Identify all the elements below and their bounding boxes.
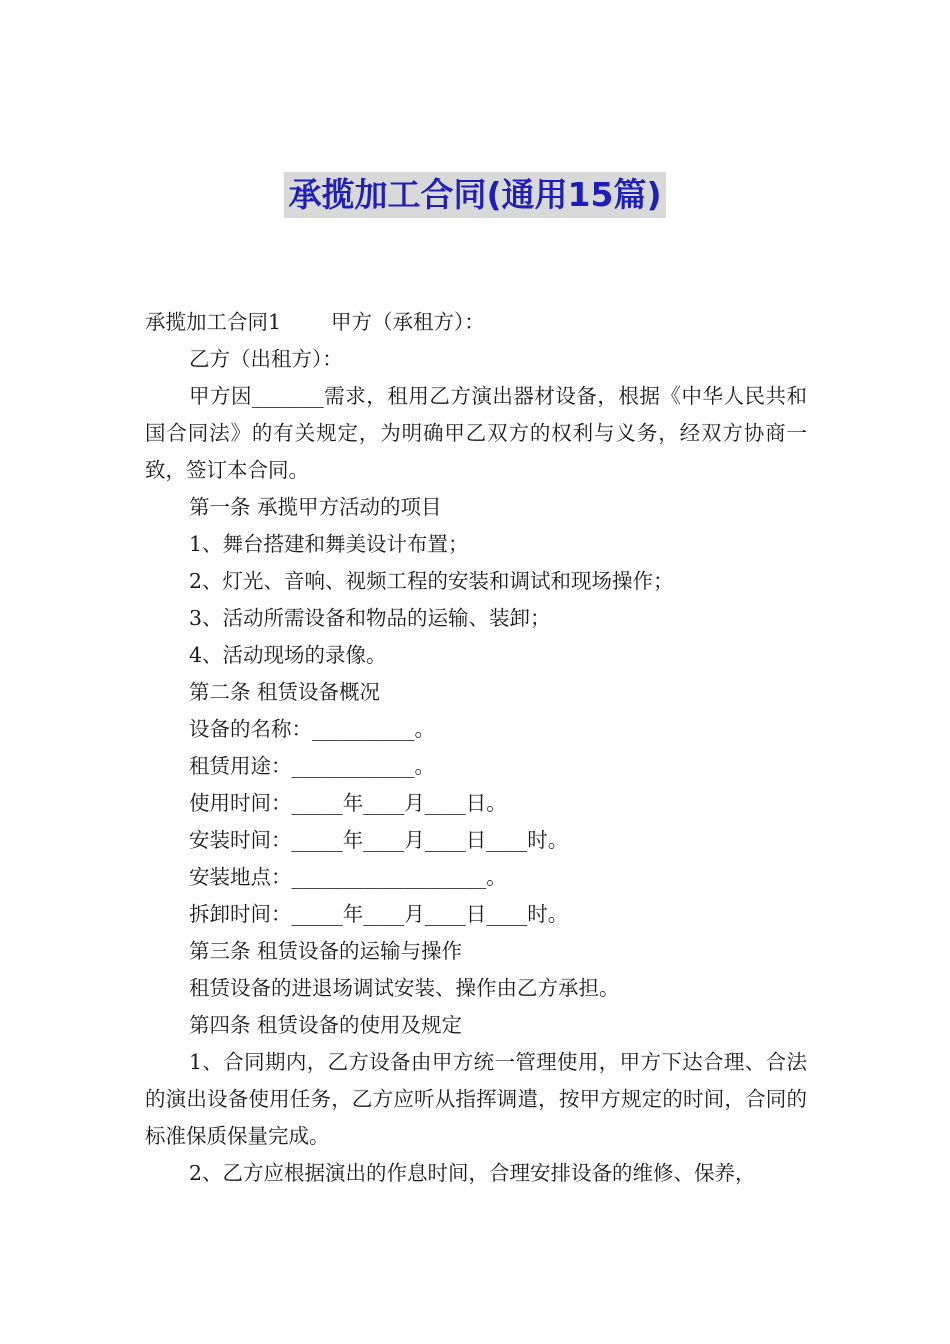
contract-heading-line	[145, 304, 807, 341]
article-4-title: 第四条 租赁设备的使用及规定	[189, 1013, 463, 1037]
article-3-body: 租赁设备的进退场调试安装、操作由乙方承担。	[189, 976, 620, 1000]
equipment-name-line: 设备的名称：__________。	[189, 717, 435, 741]
contract-heading: 承揽加工合同1	[145, 310, 282, 334]
article-4-item-2: 2、乙方应根据演出的作息时间，合理安排设备的维修、保养，	[189, 1161, 756, 1185]
document-title: 承揽加工合同(通用15篇)	[284, 172, 665, 218]
party-a-label: 甲方（承租方）：	[331, 310, 485, 334]
install-time-line: 安装时间：_____年____月____日____时。	[189, 828, 569, 852]
article-1-item-2: 2、灯光、音响、视频工程的安装和调试和现场操作；	[189, 569, 674, 593]
article-2-title: 第二条 租赁设备概况	[189, 680, 381, 704]
article-4-item-1: 1、合同期内，乙方设备由甲方统一管理使用，甲方下达合理、合法的演出设备使用任务，乙方应听从指挥调遣，按甲方规定的时间，合同的标准保质保量完成。	[145, 1050, 807, 1148]
party-b-label: 乙方（出租方）：	[189, 347, 343, 371]
article-1-title: 第一条 承揽甲方活动的项目	[189, 495, 442, 519]
document-body	[145, 304, 807, 1192]
article-1-item-3: 3、活动所需设备和物品的运输、装卸；	[189, 606, 551, 630]
install-place-line: 安装地点：___________________。	[189, 865, 507, 889]
dismantle-time-line: 拆卸时间：_____年____月____日____时。	[189, 902, 569, 926]
article-1-item-1: 1、舞台搭建和舞美设计布置；	[189, 532, 469, 556]
lease-use-line: 租赁用途：____________。	[189, 754, 435, 778]
use-time-line: 使用时间：_____年____月____日。	[189, 791, 507, 815]
article-1-item-4: 4、活动现场的录像。	[189, 643, 387, 667]
title-container	[0, 172, 950, 218]
intro-paragraph: 甲方因_______需求，租用乙方演出器材设备，根据《中华人民共和国合同法》的有关规定，为明确甲乙双方的权利与义务，经双方协商一致，签订本合同。	[145, 384, 807, 482]
article-3-title: 第三条 租赁设备的运输与操作	[189, 939, 463, 963]
